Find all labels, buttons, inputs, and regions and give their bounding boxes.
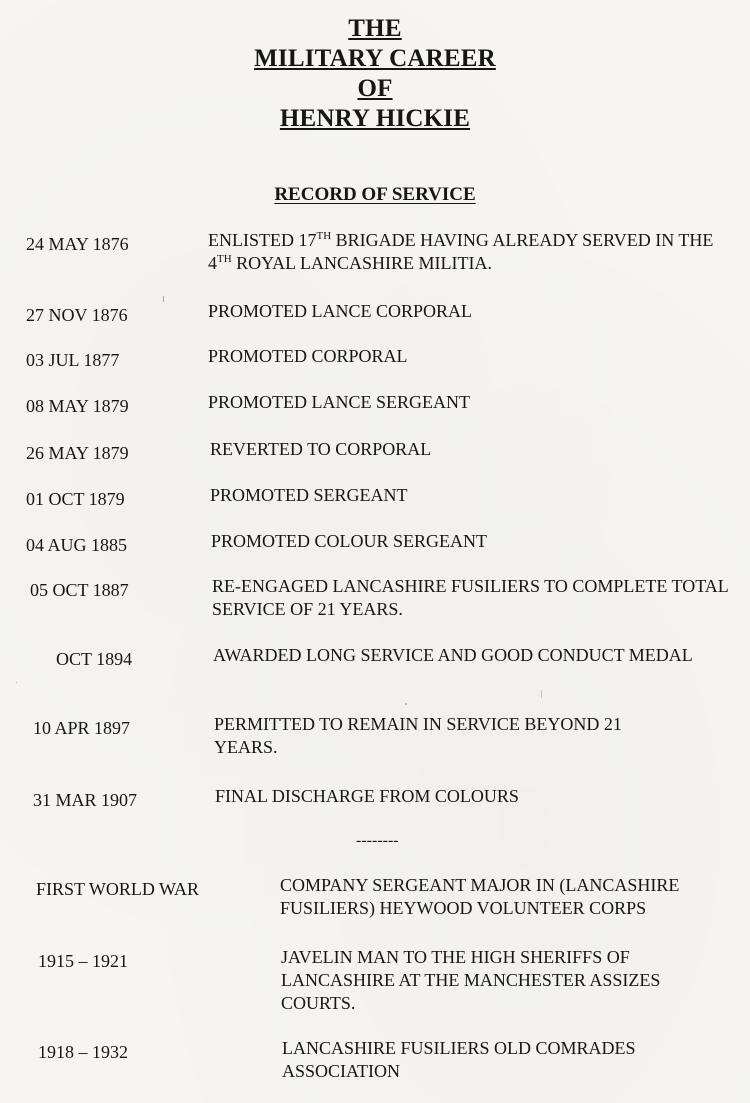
entry-description: LANCASHIRE FUSILIERS OLD COMRADES ASSOCIATION: [282, 1038, 636, 1081]
title-line-3: OF: [357, 75, 393, 102]
scan-speck: [16, 682, 17, 683]
entry-description: [208, 229, 733, 275]
scan-speck: [405, 703, 407, 705]
entry-description: PROMOTED SERGEANT: [210, 485, 408, 505]
desc-part: ROYAL LANCASHIRE MILITIA.: [231, 253, 492, 273]
document-title: [0, 14, 750, 134]
entry-description: PROMOTED LANCE SERGEANT: [208, 392, 471, 412]
entry-description: PROMOTED LANCE CORPORAL: [208, 301, 473, 321]
desc-part: ENLISTED 17: [208, 230, 317, 250]
entry-date: 01 OCT 1879: [26, 489, 125, 509]
entry-date: 04 AUG 1885: [26, 535, 128, 555]
entry-date: 27 NOV 1876: [26, 305, 128, 325]
entry-description: AWARDED LONG SERVICE AND GOOD CONDUCT MEDAL: [213, 645, 693, 665]
entry-date: 1915 – 1921: [38, 951, 128, 971]
entry-description: FINAL DISCHARGE FROM COLOURS: [215, 786, 519, 806]
entry-description: PROMOTED CORPORAL: [208, 346, 408, 366]
entry-date: 03 JUL 1877: [26, 350, 120, 370]
title-line-2: MILITARY CAREER: [254, 45, 496, 72]
entry-date: 10 APR 1897: [33, 718, 131, 738]
entry-date: FIRST WORLD WAR: [36, 879, 200, 899]
section-heading: RECORD OF SERVICE: [274, 184, 476, 205]
entry-date: 05 OCT 1887: [30, 580, 129, 600]
entry-description: COMPANY SERGEANT MAJOR IN (LANCASHIRE FUSILIERS) HEYWOOD VOLUNTEER CORPS: [280, 875, 680, 918]
entry-description: JAVELIN MAN TO THE HIGH SHERIFFS OF LANCASHIRE AT THE MANCHESTER ASSIZES COURTS.: [281, 947, 661, 1013]
desc-superscript: TH: [316, 230, 332, 242]
entry-description: PERMITTED TO REMAIN IN SERVICE BEYOND 21 YEARS.: [214, 714, 622, 757]
entry-date: OCT 1894: [56, 649, 133, 669]
entry-date: 08 MAY 1879: [26, 396, 129, 416]
entry-description: RE-ENGAGED LANCASHIRE FUSILIERS TO COMPLETE TOTAL SERVICE OF 21 YEARS.: [212, 576, 729, 619]
entry-date: 31 MAR 1907: [33, 790, 138, 810]
entry-description: REVERTED TO CORPORAL: [210, 439, 432, 459]
title-line-4: HENRY HICKIE: [279, 105, 471, 132]
title-line-1: THE: [348, 15, 402, 42]
scan-speck: [163, 296, 164, 302]
scan-speck: [541, 690, 542, 698]
entry-date: 24 MAY 1876: [26, 234, 129, 254]
entry-description: PROMOTED COLOUR SERGEANT: [211, 531, 488, 551]
entry-date: 26 MAY 1879: [26, 443, 129, 463]
entry-date: 1918 – 1932: [38, 1042, 128, 1062]
desc-superscript: TH: [217, 253, 232, 265]
desc-part: BRIGADE HAVING ALREADY SERVED IN THE 4: [208, 230, 714, 273]
section-divider: --------: [356, 832, 399, 849]
